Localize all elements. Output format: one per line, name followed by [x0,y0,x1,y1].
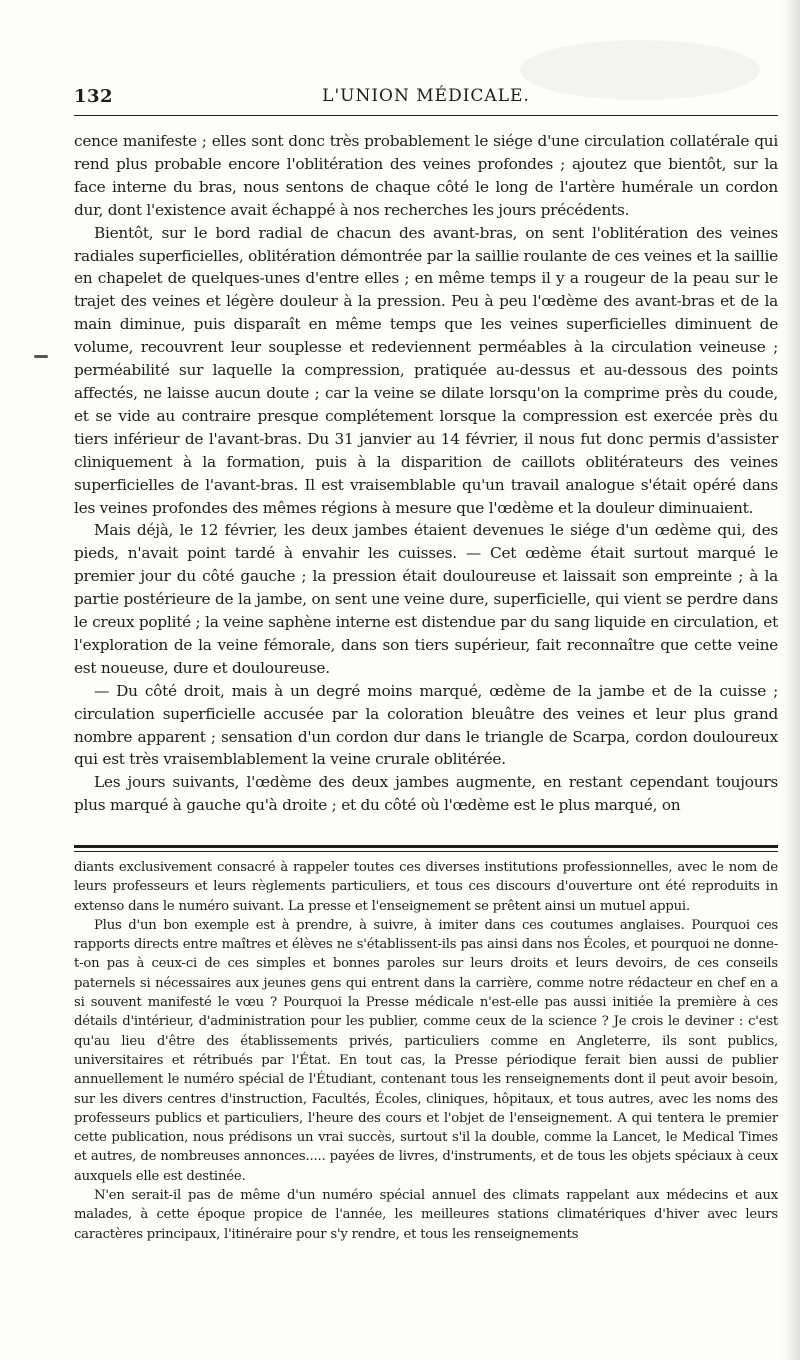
feuilleton-paragraph-1: diants exclusivement consacré à rappeler toutes ces diverses institutions professionnelles, avec le nom de leurs professeurs et leurs règlements particuliers, et tous ces discours d'ouverture ont été reproduits in extenso dans le numéro suivant. La presse et l'enseignement se prêtent ainsi un mutuel appui. [74,860,778,914]
paragraph-1: cence manifeste ; elles sont donc très probablement le siége d'une circulation collatérale qui rend plus probable encore l'oblitération des veines profondes ; ajoutez que bientôt, sur la face interne du bras, nous sentons de chaque côté le long de l'artère humérale un cordon dur, dont l'existence avait échappé à nos recherches les jours précédents. [74,132,778,219]
feuilleton-divider-thin [74,851,778,852]
paragraph-4: — Du côté droit, mais à un degré moins marqué, œdème de la jambe et de la cuisse ; circulation superficielle accusée par la coloration bleuâtre des veines et leur plus grand nombre apparent ; sensation d'un cordon dur dans le triangle de Scarpa, cordon douloureux qui est très vraisemblablement la veine crurale oblitérée. [74,681,778,769]
header-rule [74,115,778,116]
paragraph-3: Mais déjà, le 12 février, les deux jambes étaient devenues le siége d'un œdème qui, des pieds, n'avait point tardé à envahir les cuisses. — Cet œdème était surtout marqué le premier jour du côté gauche ; la pression était douloureuse et laissait son empreinte ; à la partie postérieure de la jambe, on sent une veine dure, superficielle, qui vient se perdre dans le creux poplité ; la veine saphène interne est distendue par du sang liquide en circulation, et l'exploration de la veine fémorale, dans son tiers supérieur, fait reconnaître que cette veine est noueuse, dure et douloureuse. [74,521,778,677]
page-edge-shadow [782,0,800,1360]
feuilleton-paragraph-2: Plus d'un bon exemple est à prendre, à suivre, à imiter dans ces coutumes anglaises. Pourquoi ces rapports directs entre maîtres et élèves ne s'établissent-ils pas ainsi dans nos Écoles, et pourquoi ne donne-t-on pas à ceux-ci de ces simples et bonnes paroles sur leurs droits et leurs devoirs, de ces conseils paternels si nécessaires aux jeunes gens qui entrent dans la carrière, comme notre rédacteur en chef en a si souvent manifesté le vœu ? Pourquoi la Presse médicale n'est-elle pas aussi initiée la première à ces détails d'intérieur, d'administration pour les publier, comme ceux de la science ? Je crois le deviner : c'est qu'au lieu d'être des établissements privés, particuliers comme en Angleterre, ils sont publics, universitaires et rétribués par l'État. En tout cas, la Presse périodique ferait bien aussi de publier annuellement le numéro spécial de l'Étudiant, contenant tous les renseignements dont il peut avoir besoin, sur les divers centres d'instruction, Facultés, Écoles, cliniques, hôpitaux, et tous autres, avec les noms des professeurs publics et particuliers, l'heure des cours et l'objet de l'enseignement. A qui tentera le premier cette publication, nous prédisons un vrai succès, surtout s'il la double, comme la Lancet, le Medical Times et autres, de nombreuses annonces..... payées de livres, d'instruments, et de tous les objets spéciaux à ceux auxquels elle est destinée. [74,917,778,1184]
feuilleton-text [74,858,778,1244]
margin-mark [34,355,48,358]
feuilleton-paragraph-3: N'en serait-il pas de même d'un numéro spécial annuel des climats rappelant aux médecins et aux malades, à cette époque propice de l'année, les meilleures stations climatériques d'hiver avec leurs caractères principaux, l'itinéraire pour s'y rendre, et tous les renseignements [74,1188,778,1242]
page-number: 132 [74,86,114,107]
feuilleton-divider-thick [74,845,778,848]
main-text [74,130,778,817]
running-title: L'UNION MÉDICALE. [322,86,530,106]
paragraph-5: Les jours suivants, l'œdème des deux jambes augmente, en restant cependant toujours plus marqué à gauche qu'à droite ; et du côté où l'œdème est le plus marqué, on [74,773,778,815]
paragraph-2: Bientôt, sur le bord radial de chacun des avant-bras, on sent l'oblitération des veines radiales superficielles, oblitération démontrée par la saillie roulante de ces veines et la saillie en chapelet de quelques-unes d'entre elles ; en même temps il y a rougeur de la peau sur le trajet des veines et légère douleur à la pression. Peu à peu l'œdème des avant-bras et de la main diminue, puis disparaît en même temps que les veines superficielles diminuent de volume, recouvrent leur souplesse et redeviennent perméables à la circulation veineuse ; perméabilité sur laquelle la compression, pratiquée au-dessus et au-dessous des points affectés, ne laisse aucun doute ; car la veine se dilate lorsqu'on la comprime près du coude, et se vide au contraire presque complétement lorsque la compression est exercée près du tiers inférieur de l'avant-bras. Du 31 janvier au 14 février, il nous fut donc permis d'assister cliniquement à la formation, puis à la disparition de caillots oblitérateurs des veines superficielles de l'avant-bras. Il est vraisemblable qu'un travail analogue s'était opéré dans les veines profondes des mêmes régions à mesure que l'œdème et la douleur diminuaient. [74,223,778,517]
page-header [74,84,778,110]
